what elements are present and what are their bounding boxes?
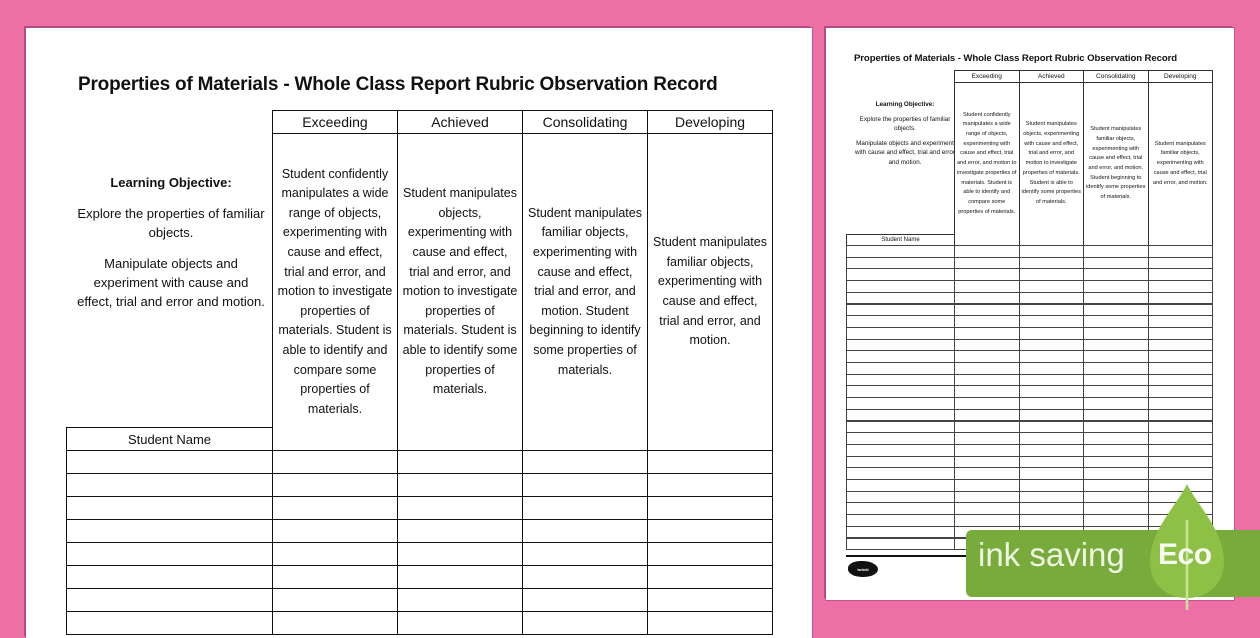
rubric-descriptor-consolidating: Student manipulates familiar objects, experimenting with cause and effect, trial and error, and motion. Student beginning to identify some properties of materials. [522, 133, 648, 451]
student-name-header: Student Name [66, 427, 273, 451]
rubric-header-exceeding: Exceeding [272, 110, 398, 134]
rating-cell-consolidating[interactable] [522, 450, 648, 474]
rating-cell-exceeding[interactable] [272, 565, 398, 589]
rubric-descriptor-exceeding: Student confidently manipulates a wide range of objects, experimenting with cause and effect, trial and error, and motion to investigate properties of materials. Student is able to identify and compare some properties of materials. [272, 133, 398, 451]
learning-objective-heading: Learning Objective: [110, 175, 232, 190]
rating-cell-consolidating[interactable] [522, 496, 648, 520]
rating-cell-developing[interactable] [647, 473, 773, 497]
rubric-header-achieved: Achieved [1019, 70, 1085, 83]
rating-cell-developing[interactable] [647, 496, 773, 520]
rating-cell-exceeding[interactable] [272, 542, 398, 566]
rubric-header-achieved: Achieved [397, 110, 523, 134]
rating-cell-developing[interactable] [647, 542, 773, 566]
rating-cell-consolidating[interactable] [522, 519, 648, 543]
rating-cell-consolidating[interactable] [522, 565, 648, 589]
rubric-header-consolidating: Consolidating [522, 110, 648, 134]
ink-saving-label: ink saving [978, 536, 1125, 573]
rubric-header-exceeding: Exceeding [954, 70, 1020, 83]
rubric-header-developing: Developing [647, 110, 773, 134]
worksheet-preview-main [26, 28, 812, 638]
thumbnail-objective-text-1: Explore the properties of familiar objects. [859, 115, 951, 132]
rating-cell-developing[interactable] [647, 611, 773, 635]
student-name-header: Student Name [846, 234, 955, 246]
learning-objective-text-1: Explore the properties of familiar objects. [77, 206, 265, 240]
thumbnail-objective-heading: Learning Objective: [875, 101, 935, 108]
student-name-cell[interactable] [66, 611, 273, 635]
student-name-cell[interactable] [66, 588, 273, 612]
rating-cell-developing[interactable] [647, 519, 773, 543]
rating-cell-developing[interactable] [647, 450, 773, 474]
rating-cell-achieved[interactable] [397, 611, 523, 635]
learning-objective [76, 173, 266, 323]
rating-cell-exceeding[interactable] [272, 450, 398, 474]
student-name-cell[interactable] [66, 473, 273, 497]
rating-cell-achieved[interactable] [397, 519, 523, 543]
rating-cell-consolidating[interactable] [522, 588, 648, 612]
rating-cell-exceeding[interactable] [272, 588, 398, 612]
rating-cell-exceeding[interactable] [272, 496, 398, 520]
student-name-cell[interactable] [66, 542, 273, 566]
rubric-descriptor-achieved: Student manipulates objects, experimenting with cause and effect, trial and error, and motion to investigate properties of materials. Student is able to identify some properties of materials. [1019, 82, 1085, 246]
rubric-header-developing: Developing [1148, 70, 1214, 83]
rubric-descriptor-developing: Student manipulates familiar objects, experimenting with cause and effect, trial and error, and motion. [1148, 82, 1214, 246]
rating-cell-consolidating[interactable] [522, 542, 648, 566]
rating-cell-exceeding[interactable] [272, 611, 398, 635]
rubric-descriptor-exceeding: Student confidently manipulates a wide range of objects, experimenting with cause and effect, trial and error, and motion to investigate properties of materials. Student is able to identify and compare some properties of materials. [954, 82, 1020, 246]
student-name-cell[interactable] [66, 519, 273, 543]
student-name-cell[interactable] [66, 450, 273, 474]
rating-cell-achieved[interactable] [397, 565, 523, 589]
rating-cell-achieved[interactable] [397, 588, 523, 612]
page-title: Properties of Materials - Whole Class Report Rubric Observation Record [78, 74, 718, 95]
thumbnail-learning-objective [850, 100, 960, 172]
rating-cell-exceeding[interactable] [272, 473, 398, 497]
eco-label: Eco [1158, 538, 1212, 571]
rating-cell-achieved[interactable] [397, 542, 523, 566]
rubric-descriptor-consolidating: Student manipulates familiar objects, experimenting with cause and effect, trial and error, and motion. Student beginning to identify some properties of materials. [1083, 82, 1149, 246]
learning-objective-text-2: Manipulate objects and experiment with cause and effect, trial and error and motion. [77, 256, 265, 309]
student-name-cell[interactable] [846, 538, 955, 551]
rating-cell-developing[interactable] [647, 565, 773, 589]
rating-cell-consolidating[interactable] [522, 473, 648, 497]
rating-cell-exceeding[interactable] [272, 519, 398, 543]
rating-cell-achieved[interactable] [397, 473, 523, 497]
rating-cell-achieved[interactable] [397, 450, 523, 474]
rubric-descriptor-achieved: Student manipulates objects, experimenting with cause and effect, trial and error, and motion to investigate properties of materials. Student is able to identify some properties of materials. [397, 133, 523, 451]
student-name-cell[interactable] [66, 565, 273, 589]
student-name-cell[interactable] [66, 496, 273, 520]
twinkl-logo-icon: twinkl [848, 561, 878, 577]
rubric-header-consolidating: Consolidating [1083, 70, 1149, 83]
rating-cell-developing[interactable] [647, 588, 773, 612]
rating-cell-consolidating[interactable] [522, 611, 648, 635]
thumbnail-title: Properties of Materials - Whole Class Report Rubric Observation Record [854, 53, 1177, 64]
rating-cell-achieved[interactable] [397, 496, 523, 520]
rubric-descriptor-developing: Student manipulates familiar objects, experimenting with cause and effect, trial and error, and motion. [647, 133, 773, 451]
thumbnail-objective-text-2: Manipulate objects and experiment with cause and effect, trial and error and motion. [855, 139, 955, 166]
